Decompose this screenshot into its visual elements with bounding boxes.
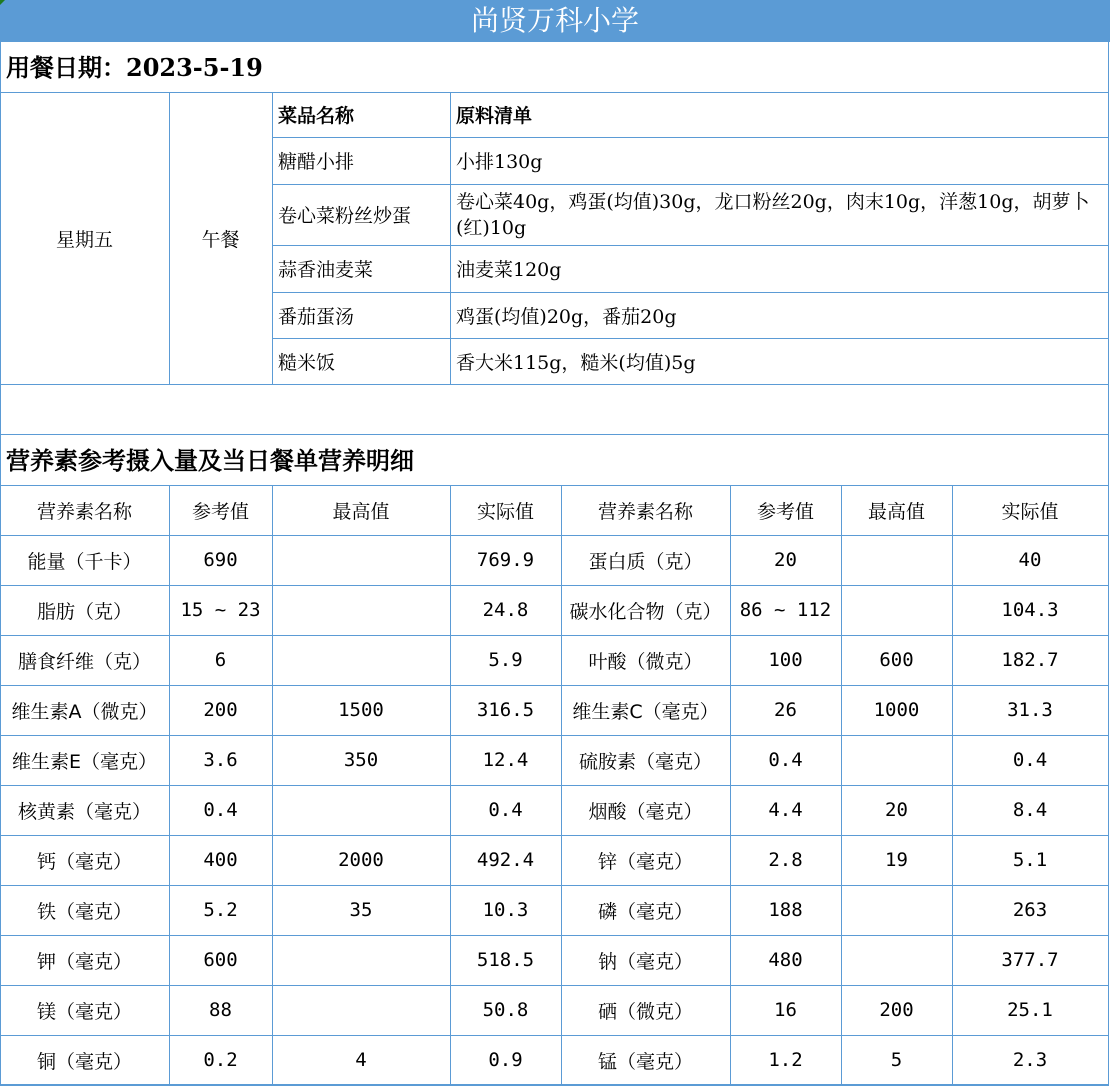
nutrient-name: 钙（毫克） — [36, 850, 132, 873]
nutrient-name: 蛋白质（克） — [588, 550, 703, 573]
nutrient-name: 碳水化合物（克） — [569, 600, 722, 623]
dish-name: 番茄蛋汤 — [278, 305, 355, 328]
grid-line — [272, 292, 1109, 293]
actual-value: 40 — [1018, 549, 1042, 571]
grid-line — [0, 384, 1109, 385]
max-value — [272, 635, 450, 685]
actual-value: 25.1 — [1007, 999, 1053, 1021]
menu-day: 星期五 — [55, 228, 113, 251]
nutrient-name: 铁（毫克） — [36, 900, 132, 923]
max-value — [272, 585, 450, 635]
reference-value: 2.8 — [768, 849, 803, 871]
reference-value: 0.4 — [768, 749, 803, 771]
reference-value: 0.2 — [203, 1049, 238, 1071]
reference-value: 100 — [768, 649, 803, 671]
reference-value: 1.2 — [768, 1049, 803, 1071]
actual-value: 518.5 — [476, 949, 535, 971]
grid-line — [561, 485, 562, 1085]
reference-value: 600 — [203, 949, 238, 971]
max-value — [272, 935, 450, 985]
nutrient-name: 维生素C（毫克） — [572, 700, 719, 723]
actual-value: 8.4 — [1012, 799, 1048, 821]
meal-date: 用餐日期：2023-5-19 — [6, 53, 263, 82]
nutrition-section-title: 营养素参考摄入量及当日餐单营养明细 — [6, 446, 414, 475]
reference-value: 0.4 — [203, 799, 238, 821]
actual-value: 24.8 — [482, 599, 529, 621]
nutrient-name: 锌（毫克） — [597, 850, 693, 873]
actual-value: 0.9 — [488, 1049, 523, 1071]
max-value: 20 — [885, 799, 908, 821]
dish-name: 糖醋小排 — [278, 151, 355, 173]
reference-value: 4.4 — [768, 799, 803, 821]
max-value — [841, 735, 952, 785]
actual-value: 104.3 — [1001, 599, 1059, 621]
nutrient-name: 膳食纤维（克） — [17, 650, 151, 673]
max-value — [272, 785, 450, 835]
actual-value: 50.8 — [482, 999, 529, 1021]
nutrition-header-max-value: 最高值 — [332, 500, 390, 523]
grid-line — [0, 835, 1109, 836]
actual-value: 263 — [1012, 899, 1048, 921]
reference-value: 690 — [203, 549, 238, 571]
reference-value: 3.6 — [203, 749, 238, 771]
max-value: 35 — [349, 899, 373, 921]
school-name: 尚贤万科小学 — [470, 4, 639, 37]
nutrition-header-reference-value: 参考值 — [191, 500, 249, 523]
reference-value: 88 — [209, 999, 232, 1021]
max-value: 5 — [890, 1049, 903, 1071]
reference-value: 20 — [774, 549, 797, 571]
grid-line — [272, 92, 273, 384]
nutrient-name: 维生素A（微克） — [11, 700, 158, 723]
max-value — [841, 885, 952, 935]
nutrition-header-max-value: 最高值 — [867, 500, 925, 523]
nutrition-header-actual-value: 实际值 — [476, 500, 534, 523]
grid-line — [730, 485, 731, 1085]
nutrient-name: 叶酸（微克） — [588, 650, 703, 673]
grid-line — [0, 985, 1109, 986]
ingredients-column-header: 原料清单 — [456, 105, 533, 127]
grid-line — [272, 485, 273, 1085]
grid-line — [169, 485, 170, 1085]
nutrition-header-nutrient-name: 营养素名称 — [36, 500, 132, 523]
nutrient-name: 能量（千卡） — [27, 550, 142, 573]
dish-ingredients: 油麦菜120g — [456, 259, 562, 281]
dish-ingredients: 香大米115g，糙米(均值)5g — [456, 351, 696, 374]
grid-line — [0, 92, 1109, 93]
grid-line — [0, 585, 1109, 586]
nutrition-header-reference-value: 参考值 — [756, 500, 814, 523]
max-value: 1000 — [873, 699, 920, 721]
grid-line — [272, 137, 1109, 138]
max-value: 4 — [355, 1049, 367, 1071]
max-value: 2000 — [338, 849, 384, 871]
dish-ingredients: 小排130g — [456, 151, 543, 173]
actual-value: 182.7 — [1001, 649, 1059, 671]
max-value — [272, 985, 450, 1035]
grid-line — [272, 184, 1109, 185]
nutrition-header-actual-value: 实际值 — [1001, 500, 1059, 523]
actual-value: 12.4 — [482, 749, 529, 771]
reference-value: 15 ~ 23 — [180, 599, 261, 621]
nutrient-name: 维生素E（毫克） — [11, 750, 157, 773]
dish-ingredients: 鸡蛋(均值)20g，番茄20g — [456, 305, 677, 328]
grid-line — [0, 635, 1109, 636]
nutrient-name: 脂肪（克） — [36, 600, 132, 623]
grid-line — [952, 485, 953, 1085]
reference-value: 16 — [774, 999, 797, 1021]
actual-value: 0.4 — [1012, 749, 1048, 771]
actual-value: 769.9 — [476, 549, 535, 571]
actual-value: 377.7 — [1001, 949, 1059, 971]
grid-line — [169, 92, 170, 384]
actual-value: 0.4 — [488, 799, 523, 821]
grid-line — [272, 245, 1109, 246]
actual-value: 5.9 — [488, 649, 523, 671]
reference-value: 86 ~ 112 — [739, 599, 832, 621]
reference-value: 5.2 — [203, 899, 238, 921]
school-title-bar — [0, 0, 1110, 42]
menu-meal: 午餐 — [201, 228, 240, 251]
dish-name: 蒜香油麦菜 — [278, 259, 374, 281]
nutrient-name: 钾（毫克） — [36, 950, 132, 973]
reference-value: 480 — [768, 949, 803, 971]
actual-value: 31.3 — [1007, 699, 1053, 721]
nutrient-name: 铜（毫克） — [36, 1050, 132, 1073]
grid-line — [0, 485, 1109, 486]
max-value: 200 — [879, 999, 914, 1021]
grid-line — [0, 735, 1109, 736]
nutrient-name: 镁（毫克） — [36, 1000, 132, 1023]
grid-line — [1108, 42, 1109, 1085]
dish-name: 卷心菜粉丝炒蛋 — [278, 205, 412, 227]
grid-line — [450, 485, 451, 1085]
grid-line — [450, 92, 451, 384]
cell-marker-icon — [0, 0, 5, 5]
grid-line — [0, 885, 1109, 886]
reference-value: 400 — [203, 849, 238, 871]
actual-value: 316.5 — [476, 699, 535, 721]
actual-value: 492.4 — [476, 849, 535, 871]
reference-value: 6 — [214, 649, 227, 671]
reference-value: 188 — [768, 899, 803, 921]
grid-line — [841, 485, 842, 1085]
max-value: 350 — [343, 749, 379, 771]
max-value — [841, 585, 952, 635]
grid-line — [0, 42, 1, 1085]
nutrient-name: 核黄素（毫克） — [17, 800, 151, 823]
nutrient-name: 硫胺素（毫克） — [578, 750, 712, 773]
grid-line — [0, 935, 1109, 936]
dish-ingredients: 卷心菜40g，鸡蛋(均值)30g，龙口粉丝20g，肉末10g，洋葱10g，胡萝卜(红)10g — [456, 190, 1090, 239]
actual-value: 5.1 — [1012, 849, 1048, 871]
max-value — [272, 535, 450, 585]
max-value: 19 — [885, 849, 908, 871]
nutrient-name: 磷（毫克） — [597, 900, 693, 923]
nutrient-name: 硒（微克） — [597, 1000, 693, 1023]
max-value — [841, 535, 952, 585]
reference-value: 200 — [203, 699, 238, 721]
nutrient-name: 锰（毫克） — [597, 1050, 693, 1073]
actual-value: 10.3 — [482, 899, 529, 921]
grid-line — [0, 1035, 1109, 1036]
grid-line — [272, 338, 1109, 339]
max-value — [841, 935, 952, 985]
max-value: 1500 — [338, 699, 384, 721]
reference-value: 26 — [774, 699, 797, 721]
grid-line — [0, 785, 1109, 786]
max-value: 600 — [879, 649, 914, 671]
nutrient-name: 钠（毫克） — [597, 950, 693, 973]
grid-line — [0, 685, 1109, 686]
grid-line — [0, 535, 1109, 536]
dish-column-header: 菜品名称 — [278, 105, 355, 127]
actual-value: 2.3 — [1012, 1049, 1048, 1071]
dish-name: 糙米饭 — [278, 351, 336, 374]
grid-line — [0, 434, 1109, 435]
nutrition-header-nutrient-name: 营养素名称 — [597, 500, 693, 523]
nutrient-name: 烟酸（毫克） — [588, 800, 703, 823]
